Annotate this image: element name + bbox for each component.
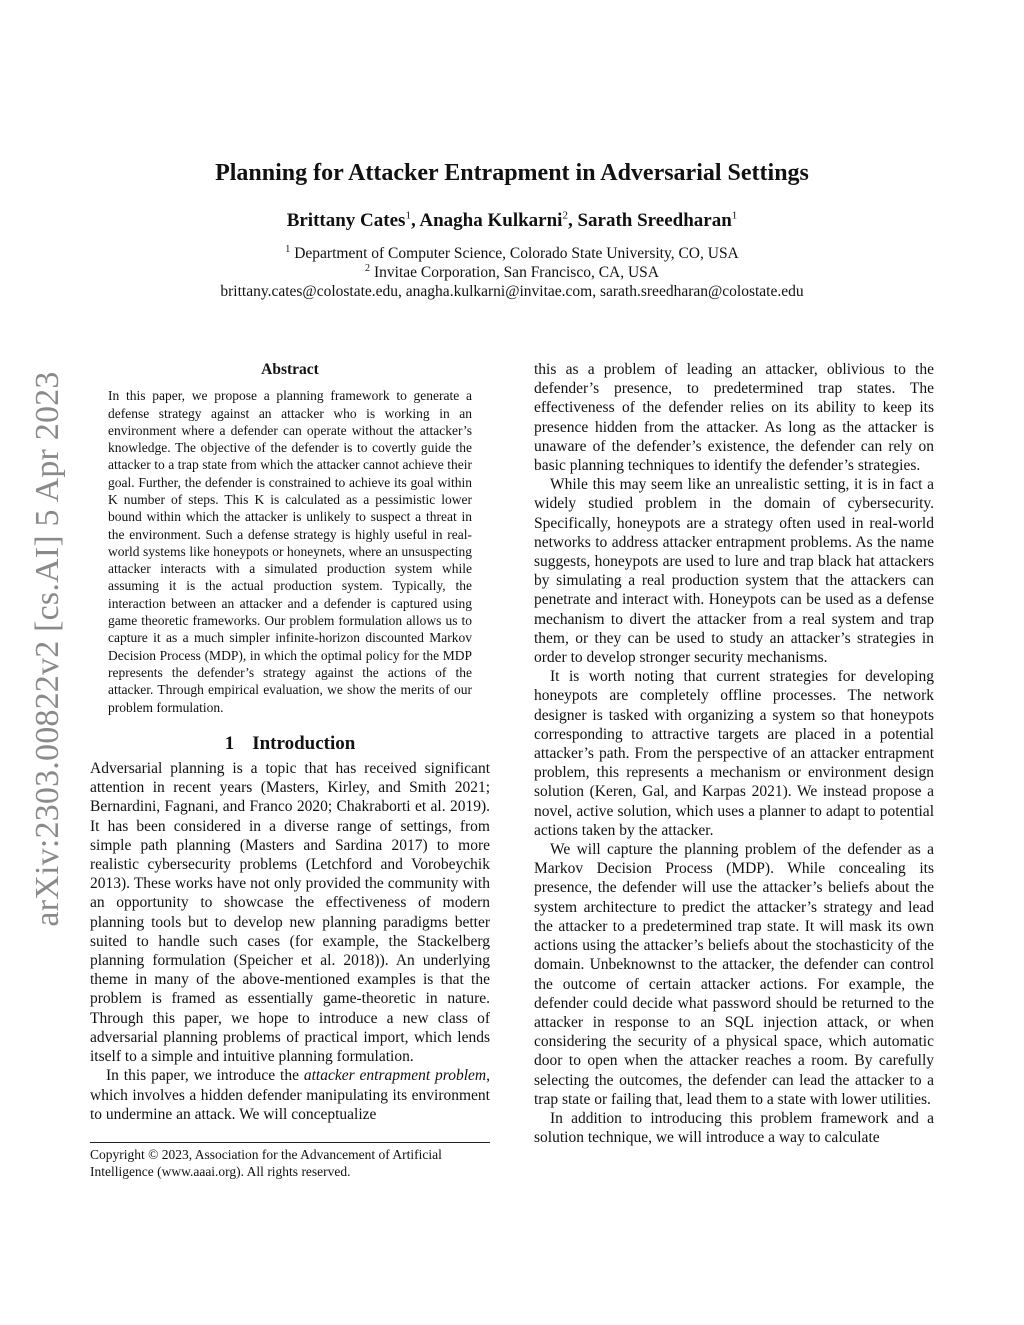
body-paragraph: In addition to introducing this problem framework and a solution technique, we will introduce a way to calculate — [534, 1109, 934, 1147]
text-span: In this paper, we introduce the — [106, 1067, 304, 1085]
body-paragraph: It is worth noting that current strategies for developing honeypots are completely offline processes. The network designer is tasked with organizing a system so that honeypots corresponding to attractive targets are placed in a potential attacker’s path. From the perspective of an attacker entrapment problem, this represents a mechanism or environment design solution (Keren, Gal, and Karpas 2021). We instead propose a novel, active solution, which uses a planner to adapt to potential actions taken by the attacker. — [534, 668, 934, 839]
affiliation-text: Department of Computer Science, Colorado State University, CO, USA — [294, 245, 739, 262]
author-list — [0, 210, 1024, 232]
affiliation-marker: 1 — [405, 209, 411, 222]
paper-title: Planning for Attacker Entrapment in Adversarial Settings — [215, 160, 809, 186]
author-emails[interactable]: brittany.cates@colostate.edu, anagha.kulkarni@invitae.com, sarath.sreedharan@colostate.edu — [220, 283, 804, 300]
intro-paragraph: Adversarial planning is a topic that has received significant attention in recent years (Masters, Kirley, and Smith 2021; Bernardini, Fagnani, and Franco 2020; Chakraborti et al. 2019). It has been considered in a diverse range of settings, from simple path planning (Masters and Sardina 2017) to more realistic cybersecurity problems (Letchford and Vorobeychik 2013). These works have not only provided the community with an opportunity to showcase the effectiveness of modern planning tools but to develop new planning paradigms better suited to handle such cases (for example, the Stackelberg planning formulation (Speicher et al. 2018)). An underlying theme in many of the above-mentioned examples is that the problem is framed as essentially game-theoretic in nature. Through this paper, we hope to introduce a new class of adversarial planning problems of practical import, which lends itself to a simple and intuitive planning formulation. — [90, 760, 490, 1066]
body-paragraph: this as a problem of leading an attacker, oblivious to the defender’s presence, to predetermined trap states. The effectiveness of the defender relies on its ability to keep its presence hidden from the attacker. As long as the attacker is unaware of the defender’s existence, the defender can rely on basic planning techniques to identify the defender’s strategies. — [534, 361, 934, 475]
left-column — [90, 360, 490, 1124]
affiliation-marker: 1 — [285, 243, 291, 255]
author-separator: , — [567, 210, 578, 231]
abstract-heading: Abstract — [261, 361, 319, 378]
author-separator: , — [410, 210, 420, 231]
body-paragraph: While this may seem like an unrealistic setting, it is in fact a widely studied problem in the domain of cybersecurity. Specifically, honeypots are a strategy often used in real-world networks to address attacker entrapment problems. As the name suggests, honeypots are used to lure and trap black hat attackers by simulating a real production system that the attackers can penetrate and interact with. Honeypots can be used as a defense mechanism to divert the attacker from a real system and trap them, or they can be used to study an attacker’s strategies in order to develop stronger security mechanisms. — [534, 476, 934, 667]
copyright-footnote: Copyright © 2023, Association for the Advancement of Artificial Intelligence (www.aaai.org). All rights reserved. — [90, 1142, 490, 1180]
affiliation-text: Invitae Corporation, San Francisco, CA, USA — [374, 264, 659, 281]
affiliations — [0, 244, 1024, 301]
author-name: Anagha Kulkarni — [419, 210, 563, 231]
affiliation-line — [0, 263, 1024, 282]
author-name: Sarath Sreedharan — [577, 210, 732, 231]
affiliation-marker: 2 — [365, 262, 370, 274]
right-column — [534, 360, 934, 1147]
section-number: 1 — [224, 732, 235, 754]
section-heading — [90, 734, 490, 753]
body-paragraph: We will capture the planning problem of the defender as a Markov Decision Process (MDP). While concealing its presence, the defender will use the attacker’s beliefs about the system architecture to predict the attacker’s strategy and lead the attacker to a predetermined trap state. It will mask its own actions using the attacker’s beliefs about the stochasticity of the domain. Unbeknownst to the attacker, the defender can control the outcome of certain attacker actions. For example, the defender could decide what password should be returned to the attacker in response to an SQL injection attack, or when considering the security of a physical space, which automatic door to open when the attacker reaches a room. By carefully selecting the outcomes, the defender can lead the attacker to a trap state or failing that, lead them to a state with lower utilities. — [534, 841, 934, 1108]
affiliation-line — [0, 244, 1024, 263]
text-span: , which involves a hidden defender manipulating its environment to undermine an attack. We will conceptualize — [90, 1067, 490, 1123]
emphasis-term: attacker entrapment problem — [303, 1067, 487, 1085]
section-title: Introduction — [252, 732, 356, 754]
author-name: Brittany Cates — [286, 210, 406, 231]
intro-paragraph — [90, 1066, 490, 1124]
affiliation-marker: 1 — [731, 209, 738, 222]
arxiv-identifier[interactable]: arXiv:2303.00822v2 [cs.AI] 5 Apr 2023 — [29, 371, 66, 927]
abstract-text: In this paper, we propose a planning framework to generate a defense strategy against an attacker who is working in an environment where a defender can operate without the attacker’s knowledge. The objective of the defender is to covertly guide the attacker to a trap state from which the attacker cannot achieve their goal. Further, the defender is constrained to achieve its goal within K number of steps. This K is calculated as a pessimistic lower bound within which the attacker is unlikely to suspect a threat in the environment. Such a defense strategy is highly useful in real-world systems like honeypots or honeynets, where an unsuspecting attacker interacts with a simulated production system while assuming it is the actual production system. Typically, the interaction between an attacker and a defender is captured using game theoretic frameworks. Our problem formulation allows us to capture it as a much simpler infinite-horizon discounted Markov Decision Process (MDP), in which the optimal policy for the MDP represents the defender’s strategy against the actions of the attacker. Through empirical evaluation, we show the merits of our problem formulation. — [108, 388, 472, 715]
affiliation-marker: 2 — [562, 209, 568, 222]
